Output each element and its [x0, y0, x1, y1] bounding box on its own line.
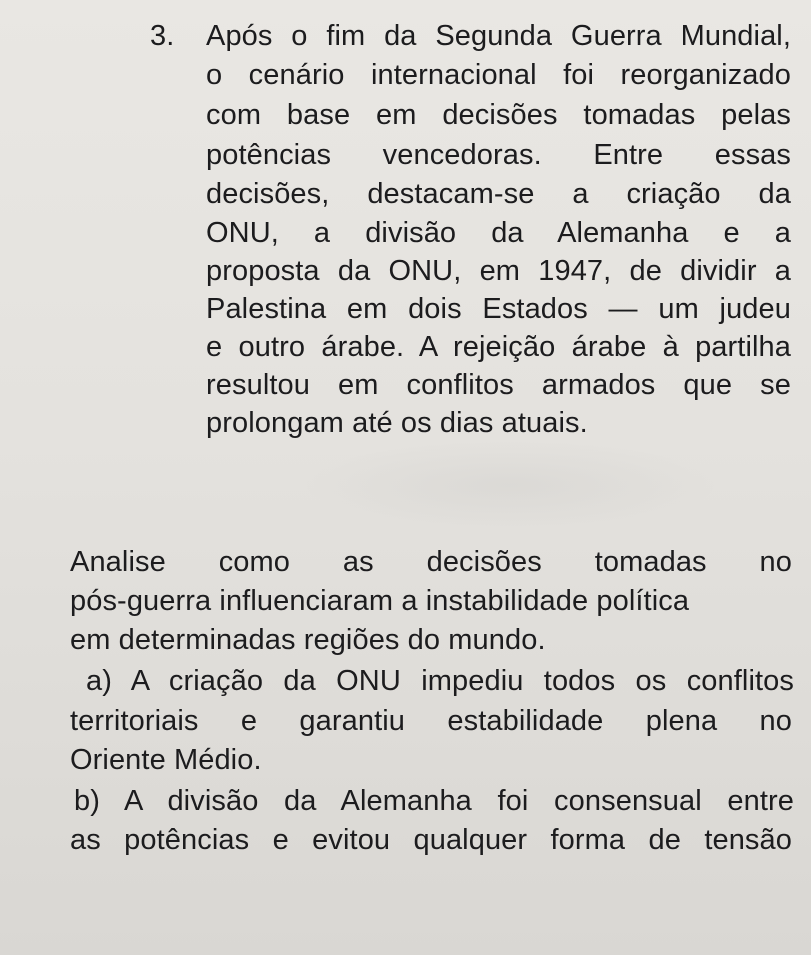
- option-a-line-2: territoriais e garantiu estabilidade plena no: [70, 705, 792, 737]
- question-text-line-3: com base em decisões tomadas pelas: [206, 99, 791, 131]
- paper-bleed-through: [300, 440, 720, 530]
- question-text-line-8: Palestina em dois Estados — um judeu: [206, 293, 791, 325]
- option-b-line-2: as potências e evitou qualquer forma de tensão: [70, 824, 792, 856]
- option-a-line-3: Oriente Médio.: [70, 744, 262, 776]
- question-text-line-2: o cenário internacional foi reorganizado: [206, 59, 791, 91]
- prompt-line-1: Analise como as decisões tomadas no: [70, 546, 792, 578]
- question-text-line-10: resultou em conflitos armados que se: [206, 369, 791, 401]
- prompt-line-3: em determinadas regiões do mundo.: [70, 624, 546, 656]
- question-number: 3.: [150, 20, 175, 52]
- question-text-line-11: prolongam até os dias atuais.: [206, 407, 588, 439]
- question-text-line-4: potências vencedoras. Entre essas: [206, 139, 791, 171]
- prompt-line-2: pós-guerra influenciaram a instabilidade política: [70, 585, 690, 617]
- question-text-line-1: Após o fim da Segunda Guerra Mundial,: [206, 20, 791, 52]
- question-text-line-6: ONU, a divisão da Alemanha e a: [206, 217, 791, 249]
- question-text-line-9: e outro árabe. A rejeição árabe à partilha: [206, 331, 791, 363]
- option-b-line-1: b) A divisão da Alemanha foi consensual entre: [74, 785, 794, 817]
- question-text-line-5: decisões, destacam-se a criação da: [206, 178, 791, 210]
- option-a-line-1: a) A criação da ONU impediu todos os conflitos: [86, 665, 794, 697]
- question-text-line-7: proposta da ONU, em 1947, de dividir a: [206, 255, 791, 287]
